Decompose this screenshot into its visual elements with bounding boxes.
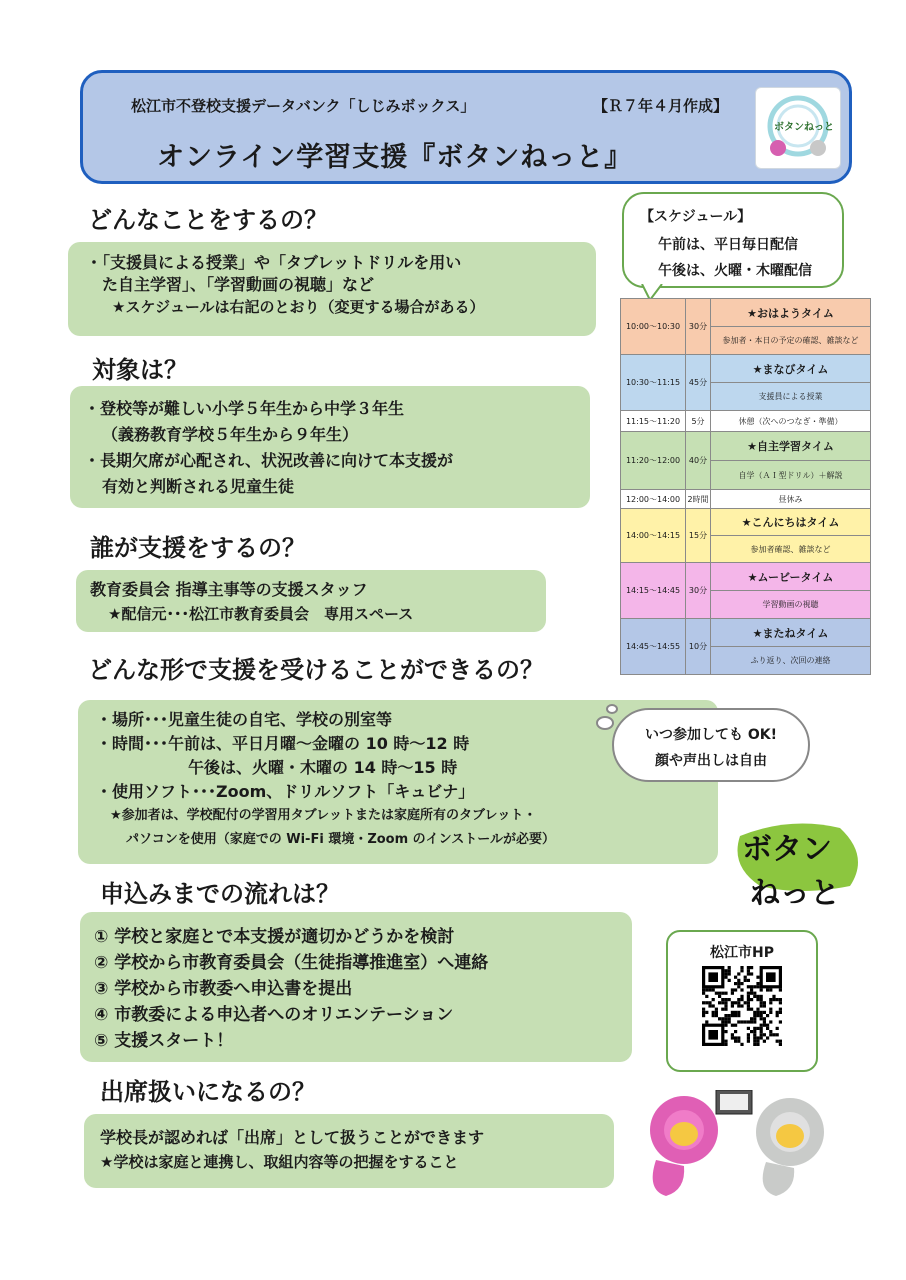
box-flow bbox=[80, 912, 632, 1062]
list-item: ② 学校から市教育委員会（生徒指導推進室）へ連絡 bbox=[94, 953, 489, 973]
schedule-title: ★こんにちはタイム bbox=[711, 509, 871, 536]
heading-flow: 申込みまでの流れは？ bbox=[100, 880, 340, 908]
schedule-time: 10:00～10:30 bbox=[621, 299, 686, 355]
text-line: 有効と判断される児童生徒 bbox=[102, 477, 295, 496]
text-line: ・時間･･･午前は、平日月曜～金曜の 10 時～12 時 bbox=[96, 734, 470, 753]
schedule-title: ★またねタイム bbox=[711, 619, 871, 647]
text-line: パソコンを使用（家庭での Wi-Fi 環境・Zoom のインストールが必要） bbox=[126, 832, 556, 847]
schedule-desc: 昼休み bbox=[711, 490, 871, 509]
text-line: ★学校は家庭と連携し、取組内容等の把握をすること bbox=[100, 1153, 459, 1171]
mascot-logo bbox=[730, 816, 878, 916]
schedule-duration: 10分 bbox=[686, 619, 711, 675]
cloud-dot bbox=[606, 704, 618, 714]
heading-how: どんな形で支援を受けることができるの？ bbox=[88, 656, 544, 684]
logo-icon bbox=[755, 87, 841, 169]
text-line: ★配信元･･･松江市教育委員会 専用スペース bbox=[108, 605, 414, 623]
schedule-row bbox=[621, 563, 871, 591]
text-line: ・使用ソフト･･･Zoom、ドリルソフト「キュビナ」 bbox=[96, 782, 475, 801]
heading-what: どんなことをするの？ bbox=[88, 206, 328, 234]
schedule-row bbox=[621, 619, 871, 647]
qr-label: 松江市HP bbox=[710, 945, 774, 961]
cloud-line: 顔や声出しは自由 bbox=[655, 753, 767, 769]
schedule-desc: 参加者確認、雑談など bbox=[711, 536, 871, 563]
list-item: ④ 市教委による申込者へのオリエンテーション bbox=[94, 1005, 454, 1025]
schedule-desc: 学習動画の視聴 bbox=[711, 591, 871, 619]
schedule-time: 10:30～11:15 bbox=[621, 355, 686, 411]
box-target bbox=[70, 386, 590, 508]
mascot-characters-icon bbox=[636, 1090, 836, 1200]
header-banner bbox=[80, 70, 852, 184]
schedule-desc: 休憩（次へのつなぎ・準備） bbox=[711, 411, 871, 432]
qr-box bbox=[666, 930, 818, 1072]
schedule-duration: 45分 bbox=[686, 355, 711, 411]
box-who bbox=[76, 570, 546, 632]
schedule-row bbox=[621, 490, 871, 509]
logo-text: ボタンねっと bbox=[774, 122, 834, 133]
schedule-bubble-line: 午前は、平日毎日配信 bbox=[658, 237, 798, 253]
schedule-row bbox=[621, 355, 871, 383]
text-line: た自主学習」、「学習動画の視聴」など bbox=[86, 275, 375, 294]
schedule-desc: ふり返り、次回の連絡 bbox=[711, 647, 871, 675]
schedule-row bbox=[621, 432, 871, 461]
text-line: ・長期欠席が心配され、状況改善に向けて本支援が bbox=[84, 451, 453, 470]
heading-target: 対象は？ bbox=[92, 356, 188, 384]
box-attendance bbox=[84, 1114, 614, 1188]
schedule-time: 14:15～14:45 bbox=[621, 563, 686, 619]
text-line: ★スケジュールは右記のとおり（変更する場合がある） bbox=[112, 298, 485, 316]
text-line: 教育委員会 指導主事等の支援スタッフ bbox=[90, 580, 368, 599]
mascot-logo-line2: ねっと bbox=[750, 876, 840, 911]
schedule-duration: 5分 bbox=[686, 411, 711, 432]
schedule-desc: 支援員による授業 bbox=[711, 383, 871, 411]
text-line: 午後は、火曜・木曜の 14 時～15 時 bbox=[188, 758, 458, 777]
text-line: ・場所･･･児童生徒の自宅、学校の別室等 bbox=[96, 710, 393, 729]
text-line: ・登校等が難しい小学５年生から中学３年生 bbox=[84, 399, 405, 418]
schedule-time: 11:15～11:20 bbox=[621, 411, 686, 432]
list-item: ③ 学校から市教委へ申込書を提出 bbox=[94, 979, 353, 999]
schedule-title: ★ムービータイム bbox=[711, 563, 871, 591]
header-subtitle: 松江市不登校支援データバンク「しじみボックス」 bbox=[131, 97, 476, 115]
header-date: 【Ｒ７年４月作成】 bbox=[593, 97, 729, 115]
schedule-time: 14:45～14:55 bbox=[621, 619, 686, 675]
schedule-duration: 40分 bbox=[686, 432, 711, 490]
schedule-bubble bbox=[622, 192, 844, 288]
heading-who: 誰が支援をするの？ bbox=[90, 534, 306, 562]
schedule-duration: 30分 bbox=[686, 299, 711, 355]
schedule-time: 11:20～12:00 bbox=[621, 432, 686, 490]
list-item: ⑤ 支援スタート！ bbox=[94, 1031, 234, 1051]
cloud-bubble bbox=[612, 708, 810, 782]
schedule-row bbox=[621, 509, 871, 536]
text-line: ・「支援員による授業」や「タブレットドリルを用い bbox=[86, 253, 462, 272]
cloud-line: いつ参加しても OK! bbox=[644, 727, 777, 743]
schedule-time: 12:00～14:00 bbox=[621, 490, 686, 509]
list-item: ① 学校と家庭とで本支援が適切かどうかを検討 bbox=[94, 927, 455, 947]
schedule-row bbox=[621, 299, 871, 327]
text-line: 学校長が認めれば「出席」として扱うことができます bbox=[100, 1128, 485, 1147]
text-line: （義務教育学校５年生から９年生） bbox=[102, 425, 359, 444]
schedule-title: ★おはようタイム bbox=[711, 299, 871, 327]
heading-attendance: 出席扱いになるの？ bbox=[100, 1078, 316, 1106]
schedule-time: 14:00～14:15 bbox=[621, 509, 686, 563]
schedule-title: ★自主学習タイム bbox=[711, 432, 871, 461]
schedule-duration: 30分 bbox=[686, 563, 711, 619]
schedule-desc: 自学（ＡＩ型ドリル）＋解説 bbox=[711, 461, 871, 490]
schedule-duration: 15分 bbox=[686, 509, 711, 563]
schedule-duration: 2時間 bbox=[686, 490, 711, 509]
schedule-table bbox=[620, 298, 871, 675]
schedule-desc: 参加者・本日の予定の確認、雑談など bbox=[711, 327, 871, 355]
schedule-row bbox=[621, 411, 871, 432]
text-line: ★参加者は、学校配付の学習用タブレットまたは家庭所有のタブレット・ bbox=[110, 808, 537, 823]
mascot-logo-line1: ボタン bbox=[742, 832, 832, 867]
box-what bbox=[68, 242, 596, 336]
cloud-dot bbox=[596, 716, 614, 730]
schedule-title: ★まなびタイム bbox=[711, 355, 871, 383]
schedule-bubble-line: 午後は、火曜・木曜配信 bbox=[658, 263, 812, 279]
page-title: オンライン学習支援『ボタンねっと』 bbox=[157, 142, 633, 173]
qr-code-icon[interactable] bbox=[702, 966, 782, 1046]
schedule-bubble-title: 【スケジュール】 bbox=[640, 209, 752, 225]
